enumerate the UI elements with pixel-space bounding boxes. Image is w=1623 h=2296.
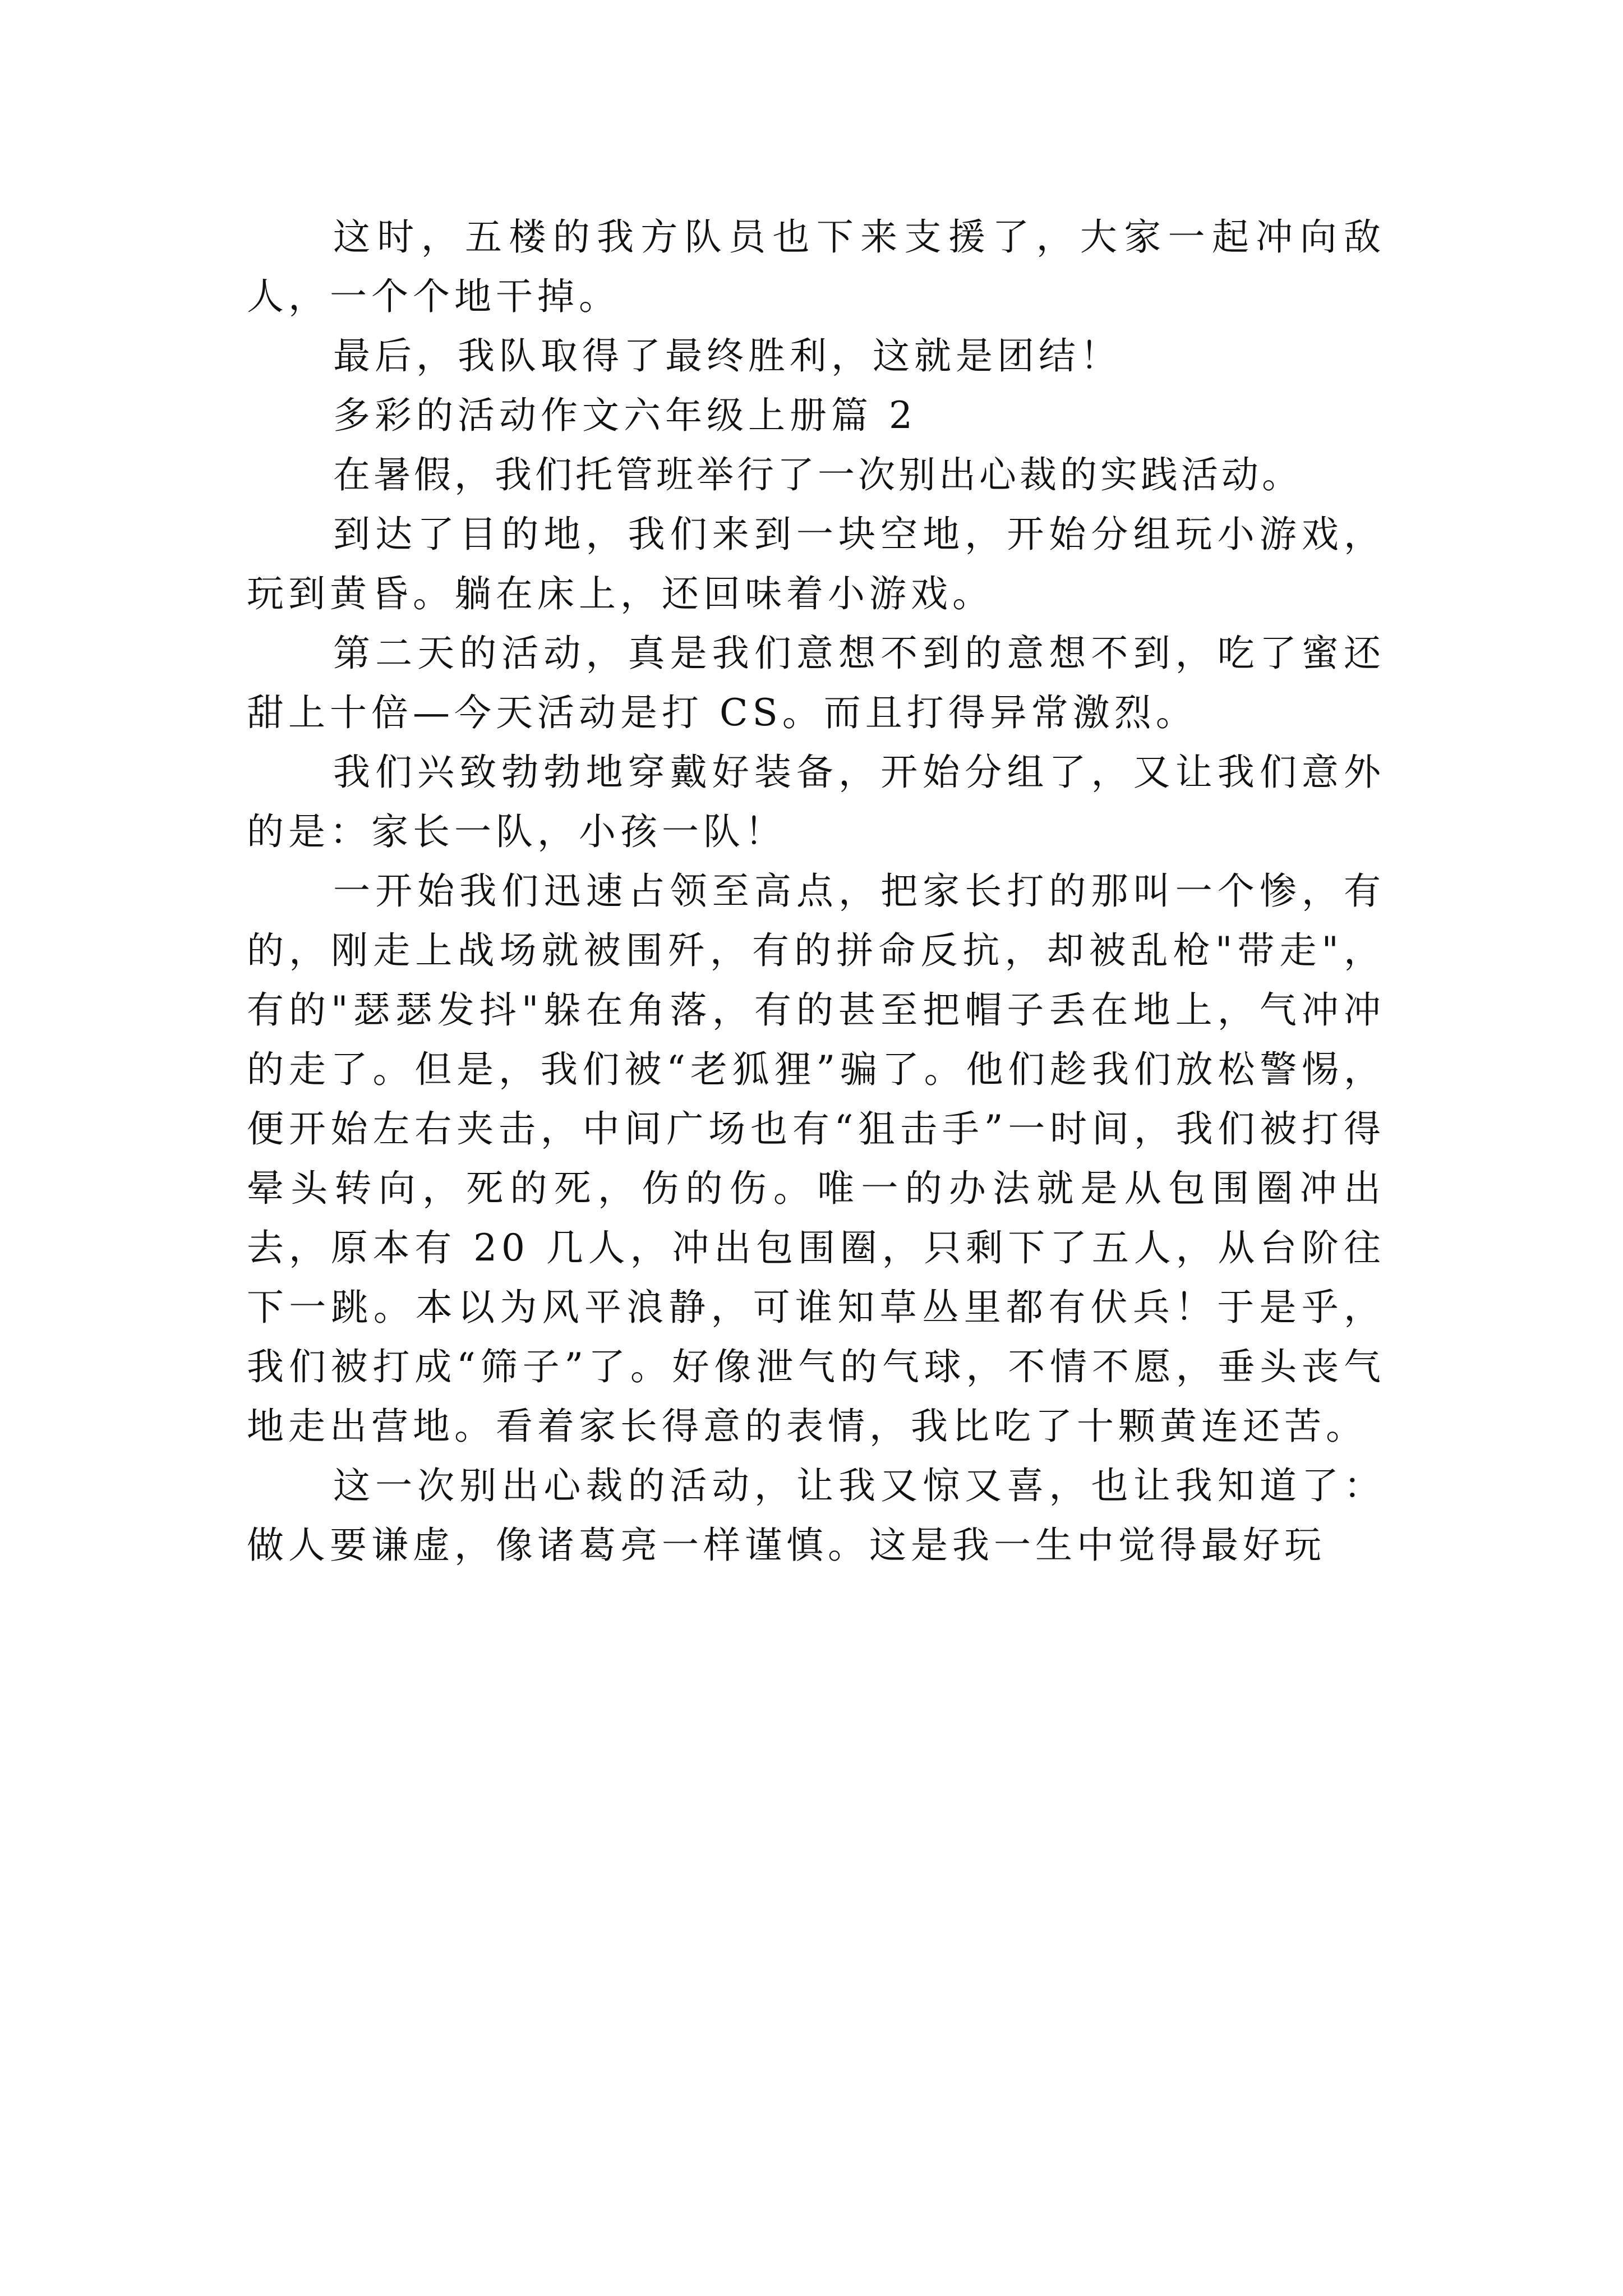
- paragraph-second-day: 第二天的活动，真是我们意想不到的意想不到，吃了蜜还甜上十倍—今天活动是打 CS。而且打得异常激烈。: [247, 632, 1385, 734]
- paragraph-teams: 我们兴致勃勃地穿戴好装备，开始分组了，又让我们意外的是：家长一队，小孩一队！: [247, 751, 1385, 853]
- paragraph-arrival: 到达了目的地，我们来到一块空地，开始分组玩小游戏，玩到黄昏。躺在床上，还回味着小游戏。: [247, 513, 1385, 615]
- paragraph-support: 这时，五楼的我方队员也下来支援了，大家一起冲向敌人，一个个地干掉。: [247, 215, 1385, 318]
- paragraph-victory: 最后，我队取得了最终胜利，这就是团结！: [333, 334, 1122, 378]
- essay-body: [247, 208, 1385, 1575]
- paragraph-battle: 一开始我们迅速占领至高点，把家长打的那叫一个惨，有的，刚走上战场就被围歼，有的拼命反抗，却被乱枪"带走"，有的"瑟瑟发抖"躲在角落，有的甚至把帽子丢在地上，气冲冲的走了。但是，我们被“老狐狸”骗了。他们趁我们放松警惕，便开始左右夹击，中间广场也有“狙击手”一时间，我们被打得晕头转向，死的死，伤的伤。唯一的办法就是从包围圈冲出去，原本有 20 几人，冲出包围圈，只剩下了五人，从台阶往下一跳。本以为风平浪静，可谁知草丛里都有伏兵！于是乎，我们被打成“筛子”了。好像泄气的气球，不情不愿，垂头丧气地走出营地。看着家长得意的表情，我比吃了十颗黄连还苦。: [247, 869, 1385, 1448]
- essay-title: 多彩的活动作文六年级上册篇 2: [333, 394, 917, 437]
- paragraph-reflection: 这一次别出心裁的活动，让我又惊又喜，也让我知道了：做人要谦虚，像诸葛亮一样谨慎。这是我一生中觉得最好玩: [247, 1464, 1385, 1567]
- paragraph-summer: 在暑假，我们托管班举行了一次别出心裁的实践活动。: [333, 453, 1302, 496]
